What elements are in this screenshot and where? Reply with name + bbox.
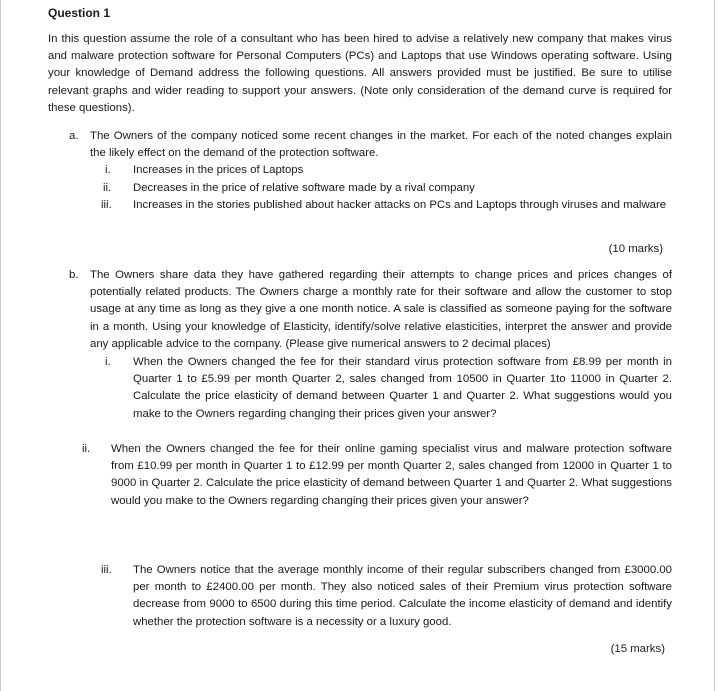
part-a-item-ii-label: ii.	[103, 182, 112, 194]
part-b-item-i-label: i.	[105, 356, 111, 368]
part-b-item-iii-text: The Owners notice that the average monthly income of their regular subscribers changed from £3000.00 per month to £2400.00 per month. They also noticed sales of their Premium virus protection software decrease from 9000 to 6500 during this time period. Calculate the income elasticity of demand and identify whether the protection software is a necessity or a luxury good.	[133, 564, 672, 628]
part-b-item-ii-label: ii.	[82, 443, 91, 455]
part-a-item-i-text: Increases in the prices of Laptops	[133, 164, 304, 176]
part-b-marks: (15 marks)	[610, 643, 665, 655]
part-a-item-iii-text: Increases in the stories published about hacker attacks on PCs and Laptops through viruses and malware	[133, 199, 667, 211]
page-border-left	[0, 0, 1, 691]
part-a-item-ii-text: Decreases in the price of relative software made by a rival company	[133, 182, 475, 194]
part-b-label: b.	[69, 269, 79, 281]
question-intro: In this question assume the role of a consultant who has been hired to advise a relatively new company that makes virus and malware protection software for Personal Computers (PCs) and Laptops that use Windows operating software. Using your knowledge of Demand address the following questions. All answers provided must be justified. Be sure to utilise relevant graphs and wider reading to support your answers. (Note only consideration of the demand curve is required for these questions).	[48, 33, 672, 114]
part-b-item-iii-label: iii.	[101, 564, 112, 576]
part-a-marks: (10 marks)	[608, 243, 663, 255]
page-border-right	[714, 0, 715, 691]
part-a-item-i-label: i.	[105, 164, 111, 176]
part-a-label: a.	[69, 130, 79, 142]
part-b-item-i-text: When the Owners changed the fee for their standard virus protection software from £8.99 per month in Quarter 1 to £5.99 per month Quarter 2, sales changed from 10500 in Quarter 1to 11000 in Quarter 2. Calculate the price elasticity of demand between Quarter 1 and Quarter 2. What suggestions would you make to the Owners regarding changing their prices given your answer?	[133, 356, 672, 420]
part-a-item-iii-label: iii.	[101, 199, 112, 211]
part-b-text: The Owners share data they have gathered regarding their attempts to change prices and prices changes of potentially related products. The Owners charge a monthly rate for their software and allow the customer to stop usage at any time as long as they give a one month notice. A sale is classified as someone paying for the software in a month. Using your knowledge of Elasticity, identify/solve relative elasticities, interpret the answer and provide any applicable advice to the company. (Please give numerical answers to 2 decimal places)	[90, 269, 672, 350]
part-a-text: The Owners of the company noticed some recent changes in the market. For each of the noted changes explain the likely effect on the demand of the protection software.	[90, 130, 672, 160]
part-b-item-ii-text: When the Owners changed the fee for their online gaming specialist virus and malware protection software from £10.99 per month in Quarter 1 to £12.99 per month Quarter 2, sales changed from 12000 in Quarter 1 to 9000 in Quarter 2. Calculate the price elasticity of demand between Quarter 1 and Quarter 2. What suggestions would you make to the Owners regarding changing their prices given your answer?	[111, 443, 672, 507]
question-heading: Question 1	[48, 6, 111, 20]
